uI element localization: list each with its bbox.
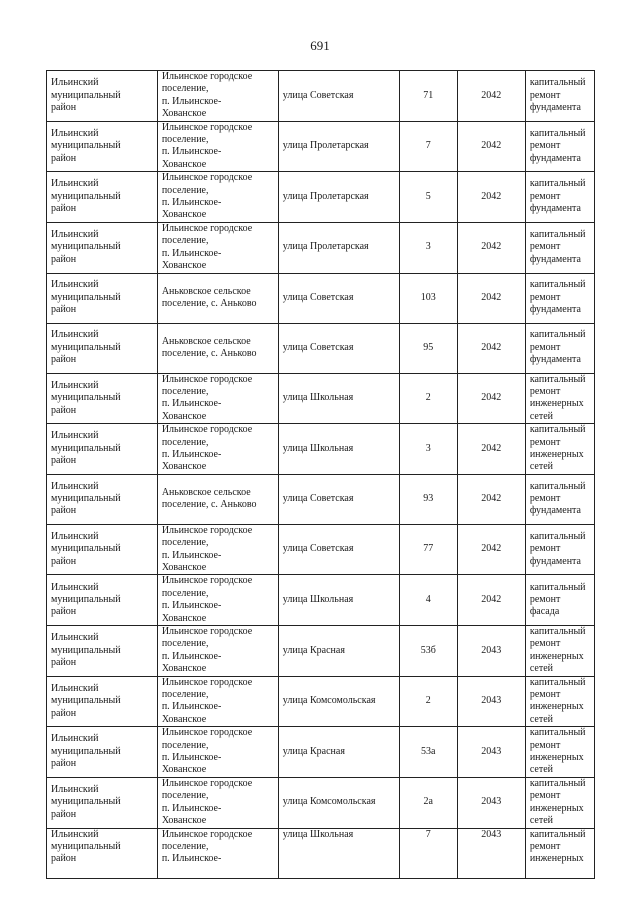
settlement-cell-text: Ильинское городское поселение, п. Ильинское- Хованское (161, 575, 253, 624)
house-number-cell (399, 828, 457, 878)
district-cell-text: Ильинский муниципальный район (51, 733, 121, 770)
street-cell (278, 777, 399, 828)
year-cell-text: 2043 (481, 796, 502, 808)
street-cell-text: улица Советская (282, 341, 354, 353)
settlement-cell-text: Аньковское сельское поселение, с. Аньково (161, 335, 257, 359)
table-row (47, 323, 595, 373)
settlement-cell-text: Ильинское городское поселение, п. Ильинское- Хованское (161, 424, 253, 473)
street-cell (278, 273, 399, 323)
work-type-cell (525, 727, 594, 778)
work-type-cell (525, 121, 594, 172)
house-number-cell-text: 7 (425, 140, 431, 152)
street-cell (278, 575, 399, 626)
settlement-cell (157, 524, 278, 575)
settlement-cell-text: Ильинское городское поселение, п. Ильинское- Хованское (161, 676, 253, 725)
table-row (47, 524, 595, 575)
settlement-cell (157, 373, 278, 424)
house-number-cell-text: 53б (420, 644, 436, 656)
year-cell-text: 2042 (481, 493, 502, 505)
work-type-cell (525, 524, 594, 575)
house-number-cell (399, 172, 457, 223)
street-cell-text: улица Советская (282, 493, 354, 505)
settlement-cell (157, 777, 278, 828)
street-cell (278, 474, 399, 524)
street-cell-text: улица Советская (282, 291, 354, 303)
district-cell-text: Ильинский муниципальный район (51, 379, 121, 416)
year-cell-text: 2043 (481, 695, 502, 707)
year-cell (457, 323, 525, 373)
year-cell-text: 2042 (481, 140, 502, 152)
district-cell-text: Ильинский муниципальный район (51, 682, 121, 719)
work-type-cell-text: капитальный ремонт инженерных сетей (529, 626, 586, 675)
district-cell-text: Ильинский муниципальный район (51, 178, 121, 215)
district-cell (47, 575, 158, 626)
house-number-cell-text: 95 (423, 341, 434, 353)
year-cell (457, 524, 525, 575)
district-cell (47, 121, 158, 172)
work-type-cell-text: капитальный ремонт фундамента (529, 329, 586, 366)
house-number-cell-text: 77 (423, 543, 434, 555)
house-number-cell (399, 323, 457, 373)
table-row (47, 373, 595, 424)
district-cell (47, 727, 158, 778)
house-number-cell (399, 777, 457, 828)
house-number-cell (399, 121, 457, 172)
year-cell-text: 2042 (481, 543, 502, 555)
work-type-cell (525, 323, 594, 373)
house-number-cell-text: 71 (423, 89, 434, 101)
settlement-cell (157, 323, 278, 373)
settlement-cell-text: Ильинское городское поселение, п. Ильинское- Хованское (161, 222, 253, 272)
work-type-cell-text: капитальный ремонт фундамента (529, 279, 586, 316)
district-cell-text: Ильинский муниципальный район (51, 127, 121, 164)
district-cell (47, 373, 158, 424)
year-cell (457, 71, 525, 122)
house-number-cell (399, 676, 457, 727)
work-type-cell (525, 273, 594, 323)
year-cell-text: 2042 (481, 341, 502, 353)
district-cell (47, 222, 158, 273)
district-cell-text: Ильинский муниципальный район (51, 581, 121, 618)
street-cell (278, 323, 399, 373)
year-cell-text: 2043 (481, 745, 502, 757)
table-row (47, 727, 595, 778)
year-cell (457, 727, 525, 778)
work-type-cell-text: капитальный ремонт инженерных сетей (529, 424, 586, 473)
work-type-cell-text: капитальный ремонт фундамента (529, 229, 586, 265)
work-type-cell (525, 424, 594, 475)
house-number-cell-text: 2а (423, 796, 433, 808)
settlement-cell (157, 828, 278, 878)
work-type-cell-text: капитальный ремонт фундамента (529, 127, 586, 164)
district-cell (47, 323, 158, 373)
street-cell-text: улица Советская (282, 89, 354, 101)
street-cell-text: улица Школьная (282, 442, 354, 454)
work-type-cell (525, 777, 594, 828)
street-cell-text: улица Комсомольская (282, 796, 376, 808)
house-number-cell (399, 727, 457, 778)
year-cell (457, 828, 525, 878)
house-number-cell (399, 575, 457, 626)
work-type-cell (525, 172, 594, 223)
house-number-cell (399, 626, 457, 677)
house-number-cell-text: 5 (425, 190, 431, 202)
street-cell-text: улица Школьная (282, 392, 354, 404)
street-cell (278, 121, 399, 172)
district-cell (47, 777, 158, 828)
table-body (47, 71, 595, 879)
year-cell-text: 2042 (481, 442, 502, 454)
street-cell (278, 373, 399, 424)
district-cell (47, 828, 158, 878)
year-cell-text: 2042 (481, 190, 502, 202)
work-type-cell (525, 71, 594, 122)
district-cell-text: Ильинский муниципальный район (51, 632, 121, 669)
work-type-cell (525, 626, 594, 677)
repair-schedule-table (46, 70, 595, 879)
year-cell-text: 2042 (481, 241, 502, 253)
settlement-cell (157, 222, 278, 273)
district-cell (47, 71, 158, 122)
work-type-cell (525, 575, 594, 626)
work-type-cell-text: капитальный ремонт фасада (529, 581, 586, 618)
settlement-cell (157, 575, 278, 626)
table-row (47, 777, 595, 828)
year-cell (457, 424, 525, 475)
settlement-cell (157, 676, 278, 727)
street-cell-text: улица Комсомольская (282, 695, 376, 707)
work-type-cell-text: капитальный ремонт фундамента (529, 530, 586, 567)
work-type-cell-text: капитальный ремонт фундамента (529, 178, 586, 215)
year-cell (457, 121, 525, 172)
settlement-cell-text: Ильинское городское поселение, п. Ильинское- Хованское (161, 777, 253, 827)
year-cell (457, 676, 525, 727)
work-type-cell-text: капитальный ремонт инженерных сетей (529, 373, 586, 422)
year-cell (457, 777, 525, 828)
street-cell (278, 424, 399, 475)
street-cell-text: улица Советская (282, 543, 354, 555)
house-number-cell (399, 424, 457, 475)
street-cell-text: улица Школьная (282, 593, 354, 605)
year-cell-text: 2043 (481, 828, 502, 840)
settlement-cell-text: Ильинское городское поселение, п. Ильинское- Хованское (161, 626, 253, 675)
settlement-cell (157, 273, 278, 323)
district-cell-text: Ильинский муниципальный район (51, 430, 121, 467)
settlement-cell-text: Ильинское городское поселение, п. Ильинское- Хованское (161, 71, 253, 120)
table-row (47, 273, 595, 323)
district-cell (47, 172, 158, 223)
table-row (47, 474, 595, 524)
district-cell-text: Ильинский муниципальный район (51, 828, 121, 865)
table-row (47, 676, 595, 727)
settlement-cell (157, 424, 278, 475)
street-cell-text: улица Красная (282, 644, 345, 656)
year-cell-text: 2042 (481, 392, 502, 404)
street-cell (278, 71, 399, 122)
settlement-cell (157, 474, 278, 524)
work-type-cell-text: капитальный ремонт инженерных (529, 828, 586, 865)
district-cell (47, 424, 158, 475)
table-row (47, 828, 595, 878)
year-cell-text: 2042 (481, 89, 502, 101)
house-number-cell-text: 7 (425, 828, 431, 840)
work-type-cell (525, 676, 594, 727)
house-number-cell-text: 103 (420, 291, 436, 303)
house-number-cell (399, 222, 457, 273)
street-cell-text: улица Пролетарская (282, 190, 369, 202)
street-cell (278, 828, 399, 878)
work-type-cell (525, 373, 594, 424)
work-type-cell-text: капитальный ремонт инженерных сетей (529, 676, 586, 725)
district-cell-text: Ильинский муниципальный район (51, 784, 121, 820)
street-cell-text: улица Пролетарская (282, 140, 369, 152)
street-cell (278, 222, 399, 273)
district-cell-text: Ильинский муниципальный район (51, 77, 121, 114)
work-type-cell (525, 828, 594, 878)
house-number-cell-text: 4 (425, 593, 431, 605)
year-cell-text: 2042 (481, 593, 502, 605)
table-row (47, 172, 595, 223)
settlement-cell (157, 727, 278, 778)
work-type-cell-text: капитальный ремонт фундамента (529, 480, 586, 517)
settlement-cell-text: Ильинское городское поселение, п. Ильинское- Хованское (161, 727, 253, 776)
house-number-cell-text: 53а (421, 745, 436, 757)
street-cell (278, 626, 399, 677)
settlement-cell (157, 626, 278, 677)
work-type-cell (525, 222, 594, 273)
house-number-cell (399, 71, 457, 122)
house-number-cell-text: 93 (423, 493, 434, 505)
table-row (47, 575, 595, 626)
settlement-cell-text: Ильинское городское поселение, п. Ильинское- (161, 828, 253, 865)
settlement-cell (157, 121, 278, 172)
table-row (47, 424, 595, 475)
year-cell (457, 172, 525, 223)
street-cell-text: улица Пролетарская (282, 241, 369, 253)
street-cell (278, 676, 399, 727)
street-cell (278, 172, 399, 223)
street-cell (278, 727, 399, 778)
house-number-cell (399, 474, 457, 524)
house-number-cell-text: 2 (425, 392, 431, 404)
year-cell (457, 222, 525, 273)
work-type-cell-text: капитальный ремонт фундамента (529, 77, 586, 114)
settlement-cell (157, 71, 278, 122)
settlement-cell-text: Ильинское городское поселение, п. Ильинское- Хованское (161, 524, 253, 573)
settlement-cell-text: Аньковское сельское поселение, с. Аньково (161, 285, 257, 309)
year-cell (457, 273, 525, 323)
work-type-cell-text: капитальный ремонт инженерных сетей (529, 777, 586, 827)
district-cell-text: Ильинский муниципальный район (51, 279, 121, 316)
settlement-cell-text: Ильинское городское поселение, п. Ильинское- Хованское (161, 373, 253, 422)
settlement-cell-text: Ильинское городское поселение, п. Ильинское- Хованское (161, 172, 253, 221)
year-cell (457, 474, 525, 524)
settlement-cell (157, 172, 278, 223)
district-cell-text: Ильинский муниципальный район (51, 530, 121, 567)
year-cell (457, 373, 525, 424)
table-row (47, 121, 595, 172)
street-cell-text: улица Красная (282, 745, 345, 757)
house-number-cell (399, 373, 457, 424)
work-type-cell-text: капитальный ремонт инженерных сетей (529, 727, 586, 776)
district-cell-text: Ильинский муниципальный район (51, 480, 121, 517)
street-cell (278, 524, 399, 575)
district-cell (47, 676, 158, 727)
year-cell (457, 575, 525, 626)
district-cell-text: Ильинский муниципальный район (51, 329, 121, 366)
year-cell-text: 2042 (481, 291, 502, 303)
year-cell (457, 626, 525, 677)
house-number-cell (399, 273, 457, 323)
district-cell (47, 273, 158, 323)
page-number: 691 (310, 38, 330, 53)
house-number-cell (399, 524, 457, 575)
house-number-cell-text: 2 (425, 695, 431, 707)
district-cell (47, 474, 158, 524)
table-row (47, 71, 595, 122)
year-cell-text: 2043 (481, 644, 502, 656)
settlement-cell-text: Аньковское сельское поселение, с. Аньково (161, 486, 257, 511)
work-type-cell (525, 474, 594, 524)
street-cell-text: улица Школьная (282, 828, 354, 840)
district-cell (47, 524, 158, 575)
table-row (47, 626, 595, 677)
district-cell-text: Ильинский муниципальный район (51, 229, 121, 265)
settlement-cell-text: Ильинское городское поселение, п. Ильинское- Хованское (161, 121, 253, 170)
table-row (47, 222, 595, 273)
house-number-cell-text: 3 (425, 241, 431, 253)
district-cell (47, 626, 158, 677)
house-number-cell-text: 3 (425, 442, 431, 454)
